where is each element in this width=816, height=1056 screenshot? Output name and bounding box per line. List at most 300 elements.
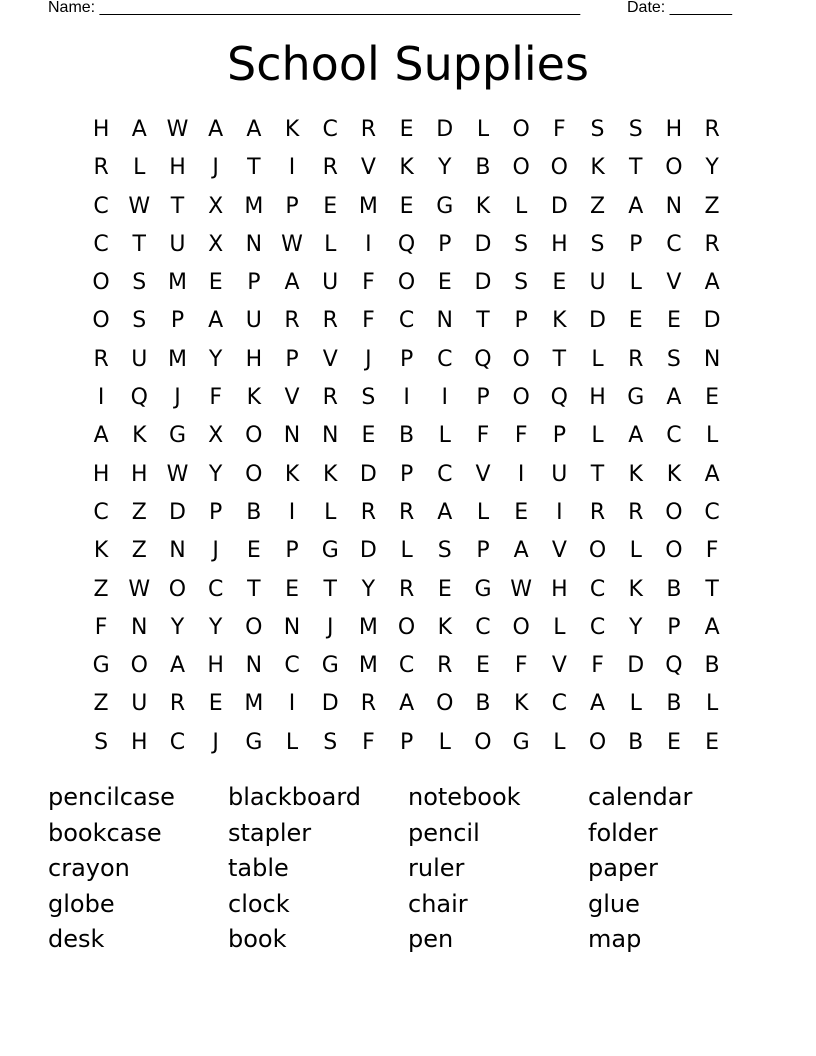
- grid-letter: M: [358, 653, 378, 679]
- grid-letter: S: [514, 231, 529, 257]
- grid-letter: Q: [474, 346, 492, 372]
- grid-letter: P: [170, 308, 185, 334]
- grid-letter: P: [285, 538, 299, 564]
- grid-letter: K: [628, 461, 643, 487]
- grid-letter: N: [436, 308, 454, 334]
- grid-letter: U: [169, 231, 186, 257]
- grid-letter: N: [283, 614, 301, 640]
- grid-letter: W: [281, 231, 303, 257]
- grid-letter: R: [398, 576, 415, 602]
- grid-letter: C: [284, 653, 300, 679]
- grid-letter: Z: [93, 691, 109, 717]
- grid-letter: V: [666, 270, 682, 296]
- grid-letter: D: [550, 193, 568, 219]
- grid-letter: S: [590, 231, 605, 257]
- grid-letter: A: [93, 423, 109, 449]
- grid-letter: I: [403, 385, 410, 411]
- grid-letter: E: [208, 270, 223, 296]
- grid-letter: G: [512, 729, 530, 755]
- grid-letter: C: [551, 691, 568, 717]
- grid-letter: R: [628, 346, 644, 372]
- grid-letter: K: [628, 576, 643, 602]
- grid-letter: L: [438, 423, 451, 449]
- grid-letter: A: [437, 499, 453, 525]
- grid-letter: N: [245, 653, 263, 679]
- grid-letter: O: [665, 155, 683, 181]
- grid-letter: H: [169, 155, 186, 181]
- grid-letter: H: [92, 117, 110, 142]
- grid-letter: P: [476, 385, 490, 411]
- grid-letter: R: [360, 499, 377, 525]
- grid-letter: A: [246, 117, 262, 142]
- grid-letter: K: [323, 461, 338, 487]
- grid-letter: T: [552, 346, 567, 372]
- grid-letter: B: [475, 155, 491, 181]
- grid-letter: O: [665, 538, 683, 564]
- grid-letter: L: [133, 155, 146, 181]
- grid-letter: H: [92, 461, 110, 487]
- word-list-item: glue: [588, 889, 640, 918]
- grid-letter: Q: [550, 385, 568, 411]
- grid-letter: B: [475, 691, 491, 717]
- grid-letter: K: [284, 461, 300, 487]
- grid-letter: R: [628, 499, 644, 525]
- grid-letter: A: [704, 461, 720, 487]
- grid-letter: G: [321, 538, 339, 564]
- grid-letter: X: [208, 231, 224, 257]
- grid-letter: E: [628, 308, 643, 334]
- grid-letter: E: [666, 308, 681, 334]
- grid-letter: O: [474, 729, 492, 755]
- grid-letter: W: [166, 461, 189, 487]
- grid-letter: Z: [131, 538, 147, 564]
- grid-letter: S: [437, 538, 452, 564]
- grid-letter: N: [131, 614, 148, 640]
- grid-letter: I: [97, 385, 105, 411]
- grid-letter: E: [437, 270, 452, 296]
- grid-letter: O: [92, 308, 110, 334]
- grid-letter: O: [512, 614, 530, 640]
- grid-letter: L: [629, 538, 642, 564]
- grid-letter: Y: [438, 155, 452, 181]
- page-title: School Supplies: [227, 37, 589, 91]
- grid-letter: Y: [208, 346, 223, 372]
- grid-letter: L: [591, 346, 604, 372]
- grid-letter: C: [207, 576, 224, 602]
- grid-letter: V: [475, 461, 491, 487]
- grid-letter: A: [704, 614, 720, 640]
- grid-letter: C: [704, 499, 720, 525]
- grid-letter: A: [208, 117, 224, 142]
- grid-letter: M: [244, 193, 264, 219]
- grid-letter: I: [288, 155, 296, 181]
- grid-letter: P: [285, 346, 299, 372]
- grid-letter: O: [168, 576, 187, 602]
- grid-letter: C: [589, 614, 606, 640]
- grid-letter: Z: [589, 193, 606, 219]
- word-list: [48, 780, 768, 958]
- grid-letter: K: [590, 155, 605, 181]
- grid-letter: V: [322, 346, 338, 372]
- grid-letter: O: [245, 614, 263, 640]
- date-field-label: Date: _______: [627, 0, 732, 16]
- word-list-item: globe: [48, 889, 115, 918]
- grid-letter: G: [168, 423, 186, 449]
- grid-letter: G: [474, 576, 492, 602]
- grid-letter: D: [359, 538, 377, 564]
- grid-letter: T: [628, 155, 643, 181]
- grid-letter: H: [131, 461, 148, 487]
- grid-letter: H: [665, 117, 683, 142]
- grid-letter: U: [245, 308, 262, 334]
- grid-letter: S: [132, 308, 147, 334]
- grid-letter: D: [168, 499, 186, 525]
- grid-letter: D: [474, 231, 492, 257]
- grid-letter: Y: [208, 461, 223, 487]
- grid-letter: P: [438, 231, 452, 257]
- grid-letter: K: [513, 691, 529, 717]
- grid-letter: E: [399, 193, 414, 219]
- word-list-item: bookcase: [48, 818, 162, 847]
- grid-letter: C: [437, 346, 453, 372]
- grid-letter: S: [514, 270, 529, 296]
- grid-letter: C: [666, 423, 682, 449]
- grid-letter: P: [399, 346, 414, 372]
- grid-letter: F: [362, 729, 375, 755]
- grid-letter: S: [323, 729, 338, 755]
- grid-letter: D: [321, 691, 339, 717]
- grid-letter: P: [209, 499, 223, 525]
- grid-letter: A: [666, 385, 682, 411]
- word-list-item: pen: [408, 925, 454, 954]
- grid-letter: Q: [130, 385, 148, 411]
- grid-letter: P: [285, 193, 299, 219]
- grid-letter: R: [360, 117, 377, 142]
- grid-letter: W: [128, 576, 151, 602]
- grid-letter: V: [284, 385, 300, 411]
- grid-letter: A: [628, 193, 644, 219]
- grid-letter: O: [512, 346, 530, 372]
- grid-letter: N: [321, 423, 339, 449]
- grid-letter: I: [517, 461, 525, 487]
- grid-letter: Y: [208, 614, 223, 640]
- grid-letter: G: [321, 653, 339, 679]
- grid-letter: G: [627, 385, 645, 411]
- grid-letter: E: [476, 653, 490, 679]
- grid-letter: S: [94, 729, 109, 755]
- grid-letter: F: [362, 308, 375, 334]
- grid-letter: L: [629, 691, 642, 717]
- grid-letter: Z: [131, 499, 147, 525]
- grid-letter: L: [553, 729, 566, 755]
- grid-letter: P: [667, 614, 681, 640]
- grid-letter: C: [666, 231, 682, 257]
- grid-letter: O: [512, 117, 530, 142]
- grid-letter: E: [208, 691, 223, 717]
- word-list-item: pencil: [408, 818, 480, 847]
- grid-letter: E: [552, 270, 567, 296]
- word-list-item: clock: [228, 889, 290, 918]
- grid-letter: T: [247, 576, 261, 602]
- grid-letter: E: [514, 499, 529, 525]
- name-field-label: Name: ______________________________________________________: [48, 0, 581, 16]
- word-list-item: calendar: [588, 783, 693, 811]
- grid-letter: H: [207, 653, 224, 679]
- grid-letter: U: [131, 691, 148, 717]
- grid-letter: D: [359, 461, 377, 487]
- grid-letter: C: [93, 499, 109, 525]
- grid-letter: C: [398, 653, 415, 679]
- grid-letter: U: [131, 346, 148, 372]
- grid-letter: H: [551, 576, 568, 602]
- grid-letter: C: [475, 614, 491, 640]
- grid-letter: Y: [628, 614, 643, 640]
- grid-letter: C: [93, 193, 109, 219]
- grid-letter: R: [398, 499, 415, 525]
- grid-letter: N: [703, 346, 721, 372]
- grid-letter: L: [553, 614, 566, 640]
- grid-letter: L: [705, 691, 719, 717]
- grid-letter: T: [170, 193, 185, 219]
- grid-letter: M: [358, 614, 378, 640]
- grid-letter: M: [167, 346, 187, 372]
- grid-letter: K: [93, 538, 109, 564]
- word-list-item: blackboard: [228, 783, 362, 811]
- grid-letter: R: [322, 155, 338, 181]
- grid-letter: R: [322, 385, 338, 411]
- grid-letter: O: [665, 499, 683, 525]
- grid-letter: Z: [704, 193, 720, 219]
- grid-letter: L: [629, 270, 642, 296]
- grid-letter: P: [476, 538, 490, 564]
- grid-letter: D: [589, 308, 606, 334]
- grid-letter: J: [365, 346, 372, 372]
- grid-letter: O: [397, 270, 416, 296]
- word-list-item: book: [228, 925, 287, 954]
- grid-letter: F: [705, 538, 719, 564]
- grid-letter: N: [665, 193, 683, 219]
- grid-letter: O: [588, 538, 607, 564]
- grid-letter: S: [628, 117, 643, 142]
- grid-letter: P: [514, 308, 528, 334]
- grid-letter: W: [166, 117, 189, 142]
- grid-letter: U: [322, 270, 339, 296]
- word-list-item: ruler: [408, 854, 465, 883]
- grid-letter: R: [704, 117, 720, 142]
- grid-letter: O: [550, 155, 568, 181]
- grid-letter: A: [208, 308, 224, 334]
- grid-letter: L: [476, 117, 490, 142]
- grid-letter: M: [167, 270, 187, 296]
- grid-letter: L: [438, 729, 451, 755]
- grid-letter: F: [514, 653, 528, 679]
- grid-letter: N: [169, 538, 186, 564]
- grid-letter: R: [437, 653, 453, 679]
- grid-letter: L: [705, 423, 719, 449]
- grid-letter: A: [169, 653, 185, 679]
- grid-letter: Q: [397, 231, 416, 257]
- grid-letter: Y: [361, 576, 376, 602]
- word-list-item: folder: [588, 818, 658, 847]
- grid-letter: B: [704, 653, 720, 679]
- grid-letter: O: [397, 614, 416, 640]
- grid-letter: I: [288, 691, 296, 717]
- grid-letter: A: [284, 270, 300, 296]
- grid-letter: D: [474, 270, 492, 296]
- grid-letter: J: [212, 729, 219, 755]
- grid-letter: W: [128, 193, 151, 219]
- grid-letter: I: [556, 499, 563, 525]
- grid-letter: T: [323, 576, 337, 602]
- grid-letter: V: [551, 653, 567, 679]
- grid-letter: L: [515, 193, 528, 219]
- word-list-item: crayon: [48, 854, 130, 883]
- grid-letter: E: [323, 193, 338, 219]
- grid-letter: K: [284, 117, 300, 142]
- grid-letter: C: [437, 461, 453, 487]
- grid-letter: M: [244, 691, 264, 717]
- grid-letter: F: [553, 117, 566, 142]
- grid-letter: L: [476, 499, 490, 525]
- grid-letter: K: [399, 155, 414, 181]
- grid-letter: N: [245, 231, 263, 257]
- grid-letter: T: [476, 308, 490, 334]
- grid-letter: V: [551, 538, 567, 564]
- grid-letter: G: [245, 729, 263, 755]
- grid-letter: K: [437, 614, 452, 640]
- grid-letter: C: [398, 308, 415, 334]
- grid-letter: P: [247, 270, 261, 296]
- grid-letter: O: [130, 653, 148, 679]
- grid-letter: C: [169, 729, 186, 755]
- grid-letter: M: [358, 193, 378, 219]
- grid-letter: R: [360, 691, 377, 717]
- grid-letter: C: [93, 231, 109, 257]
- grid-letter: D: [436, 117, 454, 142]
- word-list-item: notebook: [408, 783, 521, 811]
- grid-letter: A: [704, 270, 720, 296]
- grid-letter: H: [131, 729, 148, 755]
- grid-letter: F: [476, 423, 490, 449]
- grid-letter: L: [324, 231, 337, 257]
- grid-letter: S: [132, 270, 147, 296]
- word-list-item: table: [228, 854, 289, 883]
- grid-letter: J: [212, 538, 219, 564]
- grid-letter: O: [436, 691, 454, 717]
- grid-letter: H: [245, 346, 263, 372]
- grid-letter: S: [590, 117, 605, 142]
- grid-letter: K: [475, 193, 491, 219]
- grid-letter: T: [132, 231, 146, 257]
- grid-letter: X: [208, 423, 224, 449]
- grid-letter: J: [212, 155, 219, 181]
- grid-letter: X: [208, 193, 224, 219]
- grid-letter: C: [322, 117, 338, 142]
- grid-letter: I: [365, 231, 372, 257]
- grid-letter: J: [174, 385, 181, 411]
- grid-letter: A: [399, 691, 415, 717]
- grid-letter: O: [512, 155, 530, 181]
- grid-letter: B: [666, 576, 682, 602]
- grid-letter: R: [589, 499, 606, 525]
- grid-letter: R: [93, 155, 109, 181]
- grid-letter: V: [360, 155, 376, 181]
- grid-letter: W: [510, 576, 533, 602]
- grid-letter: O: [245, 461, 263, 487]
- grid-letter: B: [246, 499, 262, 525]
- grid-letter: F: [94, 614, 108, 640]
- grid-letter: O: [92, 270, 110, 296]
- grid-letter: Y: [170, 614, 185, 640]
- grid-letter: L: [324, 499, 337, 525]
- grid-letter: H: [551, 231, 568, 257]
- grid-letter: G: [436, 193, 454, 219]
- grid-letter: Y: [705, 155, 719, 181]
- grid-letter: A: [628, 423, 644, 449]
- grid-letter: N: [283, 423, 301, 449]
- grid-letter: D: [627, 653, 645, 679]
- grid-letter: R: [169, 691, 186, 717]
- grid-letter: Q: [665, 653, 683, 679]
- grid-letter: R: [284, 308, 300, 334]
- grid-letter: R: [93, 346, 109, 372]
- grid-letter: A: [131, 117, 147, 142]
- grid-letter: G: [92, 653, 110, 679]
- grid-letter: J: [326, 614, 334, 640]
- grid-letter: O: [245, 423, 263, 449]
- grid-letter: B: [666, 691, 682, 717]
- word-list-item: stapler: [228, 818, 312, 847]
- grid-letter: S: [361, 385, 376, 411]
- grid-letter: Z: [93, 576, 109, 602]
- grid-letter: H: [589, 385, 606, 411]
- grid-letter: I: [288, 499, 296, 525]
- word-list-item: paper: [588, 854, 658, 883]
- grid-letter: P: [399, 729, 414, 755]
- grid-letter: E: [705, 729, 720, 755]
- grid-letter: R: [322, 308, 338, 334]
- grid-letter: I: [441, 385, 449, 411]
- grid-letter: K: [666, 461, 682, 487]
- grid-letter: E: [705, 385, 720, 411]
- grid-letter: S: [666, 346, 681, 372]
- grid-letter: B: [399, 423, 415, 449]
- grid-letter: P: [399, 461, 414, 487]
- grid-letter: P: [552, 423, 566, 449]
- grid-letter: C: [589, 576, 606, 602]
- grid-letter: F: [514, 423, 528, 449]
- grid-letter: E: [361, 423, 376, 449]
- grid-letter: T: [705, 576, 719, 602]
- grid-letter: U: [551, 461, 568, 487]
- grid-letter: O: [512, 385, 530, 411]
- grid-letter: F: [591, 653, 604, 679]
- word-list-item: map: [588, 925, 642, 954]
- grid-letter: K: [552, 308, 567, 334]
- grid-letter: T: [590, 461, 605, 487]
- letter-grid: [82, 111, 731, 762]
- grid-letter: A: [513, 538, 529, 564]
- grid-letter: U: [589, 270, 606, 296]
- grid-letter: L: [400, 538, 413, 564]
- grid-letter: F: [209, 385, 222, 411]
- grid-letter: O: [588, 729, 607, 755]
- word-list-item: pencilcase: [48, 783, 175, 811]
- grid-letter: A: [590, 691, 606, 717]
- grid-letter: F: [362, 270, 375, 296]
- grid-letter: R: [704, 231, 720, 257]
- grid-letter: E: [437, 576, 452, 602]
